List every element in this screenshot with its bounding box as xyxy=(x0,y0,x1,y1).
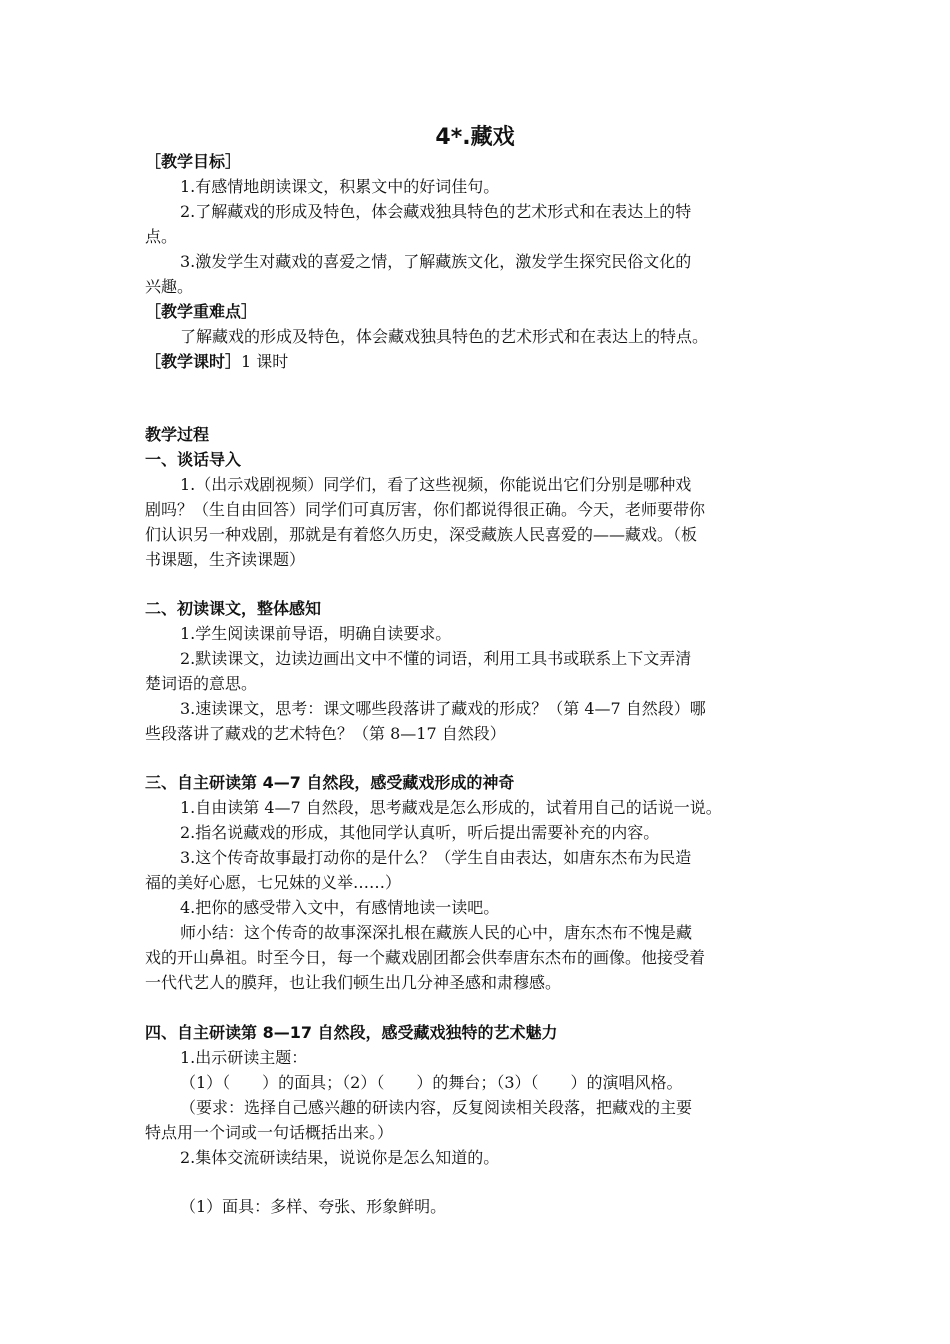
section-3-line: 一代代艺人的膜拜，也让我们顿生出几分神圣感和肃穆感。 xyxy=(145,973,562,992)
section-3-line: 2.指名说藏戏的形成，其他同学认真听，听后提出需要补充的内容。 xyxy=(180,823,660,842)
hours-heading: ［教学课时］ xyxy=(145,352,242,371)
section-4-topics: （1）（ ）的面具；（2）（ ）的舞台；（3）（ ）的演唱风格。 xyxy=(180,1073,683,1092)
hours-value: 1 课时 xyxy=(241,352,289,371)
keypoints-heading: ［教学重难点］ xyxy=(145,302,258,321)
objectives-heading: ［教学目标］ xyxy=(145,152,242,171)
section-4-heading: 四、自主研读第 8—17 自然段，感受藏戏独特的艺术魅力 xyxy=(145,1023,558,1042)
hours-row xyxy=(145,350,815,374)
section-2-line: 楚词语的意思。 xyxy=(145,674,258,693)
section-1-line: 1.（出示戏剧视频）同学们，看了这些视频，你能说出它们分别是哪种戏 xyxy=(180,475,692,494)
process-heading: 教学过程 xyxy=(145,425,210,444)
section-3-summary: 师小结：这个传奇的故事深深扎根在藏族人民的心中，唐东杰布不愧是藏 xyxy=(180,923,693,942)
section-3-line: 1.自由读第 4—7 自然段，思考藏戏是怎么形成的，试着用自己的话说一说。 xyxy=(180,798,722,817)
lesson-title: 4*.藏戏 xyxy=(435,125,515,150)
section-4-line: （1）面具：多样、夸张、形象鲜明。 xyxy=(180,1197,447,1216)
section-3-line: 福的美好心愿，七兄妹的义举……） xyxy=(145,873,402,892)
section-4-line: 特点用一个词或一句话概括出来。） xyxy=(145,1123,394,1142)
section-1-line: 们认识另一种戏剧，那就是有着悠久历史，深受藏族人民喜爱的——藏戏。（板 xyxy=(145,525,698,544)
objective-3-cont: 兴趣。 xyxy=(145,277,194,296)
section-1-heading: 一、谈话导入 xyxy=(145,450,242,469)
objective-2-cont: 点。 xyxy=(145,227,178,246)
section-3-line: 3.这个传奇故事最打动你的是什么？（学生自由表达，如唐东杰布为民造 xyxy=(180,848,692,867)
objective-3: 3.激发学生对藏戏的喜爱之情，了解藏族文化，激发学生探究民俗文化的 xyxy=(180,252,692,271)
section-4-line: 1.出示研读主题： xyxy=(180,1048,308,1067)
section-2-line: 2.默读课文，边读边画出文中不懂的词语，利用工具书或联系上下文弄清 xyxy=(180,649,692,668)
section-1-line: 书课题，生齐读课题） xyxy=(145,550,306,569)
objective-1: 1.有感情地朗读课文，积累文中的好词佳句。 xyxy=(180,177,500,196)
section-4-line: 2.集体交流研读结果，说说你是怎么知道的。 xyxy=(180,1148,500,1167)
section-3-line: 4.把你的感受带入文中，有感情地读一读吧。 xyxy=(180,898,500,917)
section-1-line: 剧吗？（生自由回答）同学们可真厉害，你们都说得很正确。今天，老师要带你 xyxy=(145,500,706,519)
section-3-heading: 三、自主研读第 4—7 自然段，感受藏戏形成的神奇 xyxy=(145,773,515,792)
objective-2: 2.了解藏戏的形成及特色，体会藏戏独具特色的艺术形式和在表达上的特 xyxy=(180,202,692,221)
section-4-line: （要求：选择自己感兴趣的研读内容，反复阅读相关段落，把藏戏的主要 xyxy=(180,1098,693,1117)
section-2-line: 些段落讲了藏戏的艺术特色？（第 8—17 自然段） xyxy=(145,724,506,743)
section-3-line: 戏的开山鼻祖。时至今日，每一个藏戏剧团都会供奉唐东杰布的画像。他接受着 xyxy=(145,948,706,967)
section-2-line: 1.学生阅读课前导语，明确自读要求。 xyxy=(180,624,452,643)
section-2-line: 3.速读课文，思考：课文哪些段落讲了藏戏的形成？（第 4—7 自然段）哪 xyxy=(180,699,706,718)
section-2-heading: 二、初读课文，整体感知 xyxy=(145,599,322,618)
keypoints-text: 了解藏戏的形成及特色，体会藏戏独具特色的艺术形式和在表达上的特点。 xyxy=(180,327,709,346)
